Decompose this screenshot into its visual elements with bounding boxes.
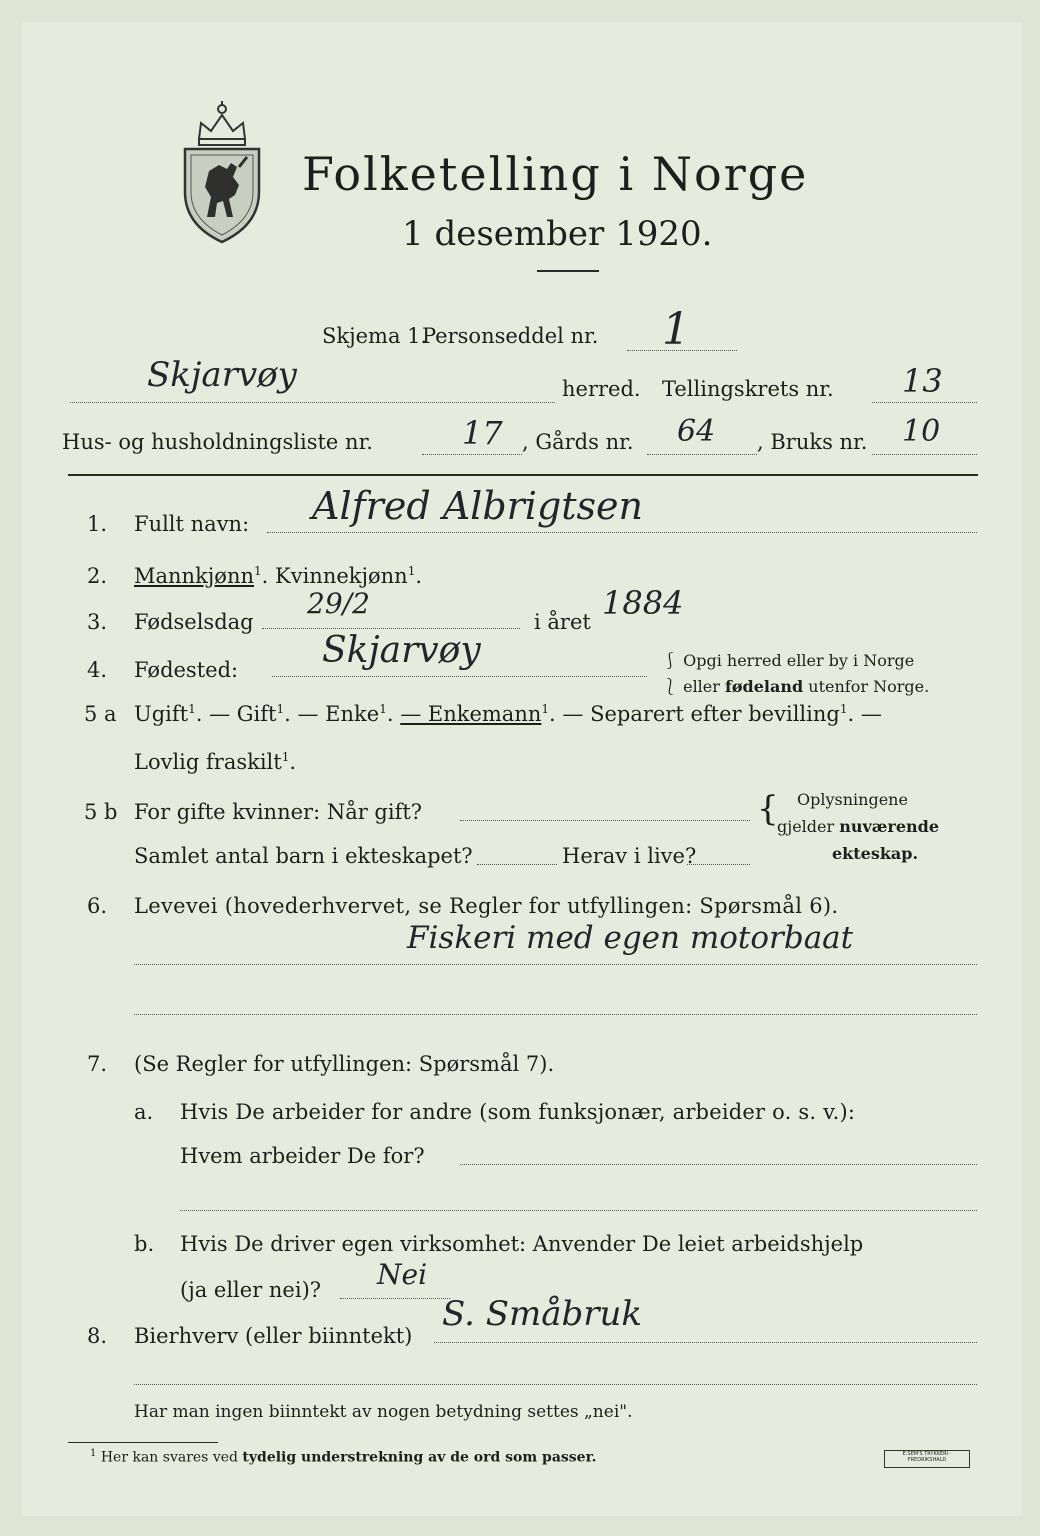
tellingskrets-line (872, 402, 977, 403)
q8-line-2 (134, 1384, 977, 1385)
mann-sup: 1 (254, 564, 262, 578)
personseddel-label: Personseddel nr. (422, 324, 599, 348)
gards-line (647, 454, 757, 455)
q7a-line-1 (460, 1164, 977, 1165)
q5b-note-2 (777, 817, 939, 836)
q5a-lovlig (134, 750, 296, 774)
q3-line (262, 628, 520, 629)
personseddel-value: 1 (662, 304, 690, 355)
enke-dot: . (386, 702, 394, 726)
hus-label: Hus- og husholdningsliste nr. (62, 430, 373, 454)
gift-label: — Gift (209, 702, 277, 726)
ugift-dot: . (195, 702, 203, 726)
separert-label: — Separert efter bevilling (562, 702, 840, 726)
q5b-label-1: For gifte kvinner: Når gift? (134, 800, 423, 824)
q7a-number: a. (134, 1100, 154, 1124)
tellingskrets-label: Tellingskrets nr. (662, 377, 834, 401)
footer-divider (68, 1442, 218, 1443)
q7b-number: b. (134, 1232, 155, 1256)
q5b-line-2 (477, 864, 557, 865)
q5a-number: 5 a (84, 702, 117, 726)
q5b-note-2a: gjelder (777, 817, 840, 836)
q4-note-1: ⎰ Opgi herred eller by i Norge (662, 651, 915, 670)
q6-label: Levevei (hovederhvervet, se Regler for utfyllingen: Spørsmål 6). (134, 894, 839, 918)
q5a-dash: — (860, 702, 882, 726)
q7-number: 7. (87, 1052, 108, 1076)
q6-line-1 (134, 964, 977, 965)
q4-note-1-text: Opgi herred eller by i Norge (683, 651, 915, 670)
q6-number: 6. (87, 894, 108, 918)
ugift-sup: 1 (188, 702, 196, 716)
separert-dot: . (847, 702, 855, 726)
herred-label: herred. (562, 377, 641, 401)
q1-number: 1. (87, 512, 108, 536)
q4-value: Skjarvøy (322, 630, 481, 671)
kvinne-dot: . (415, 564, 423, 588)
gift-dot: . (284, 702, 291, 726)
q6-value: Fiskeri med egen motorbaat (407, 920, 854, 956)
enkemann-sup: 1 (541, 702, 550, 716)
skjema-label: Skjema 1. (322, 324, 428, 348)
separert-sup: 1 (839, 702, 848, 716)
q2-mann (134, 564, 422, 588)
q4-label: Fødested: (134, 658, 239, 682)
census-form (22, 22, 1022, 1516)
q8-line-1 (434, 1342, 977, 1343)
enkemann-label: — Enkemann (400, 702, 542, 726)
herred-value: Skjarvøy (147, 355, 297, 395)
q8-value: S. Småbruk (442, 1294, 643, 1334)
ugift-label: Ugift (134, 702, 189, 726)
mann-label: Mannkjønn (134, 564, 255, 588)
herred-line (70, 402, 555, 403)
q3-year-value: 1884 (602, 584, 684, 622)
lovlig-dot: . (289, 750, 297, 774)
lovlig-sup: 1 (281, 750, 290, 764)
q4-note-2b: fødeland (725, 677, 804, 696)
kvinne-sup: 1 (407, 564, 416, 578)
q3-label: Fødselsdag (134, 610, 254, 634)
lovlig-label: Lovlig fraskilt (134, 750, 282, 774)
census-date: 1 desember 1920. (402, 214, 713, 254)
page-title: Folketelling i Norge (302, 147, 809, 201)
q8-number: 8. (87, 1324, 108, 1348)
title-divider (537, 270, 599, 272)
mann-dot: . (261, 564, 269, 588)
bruks-label: , Bruks nr. (757, 430, 868, 454)
q5b-bracket: { (757, 789, 779, 829)
q7-label: (Se Regler for utfyllingen: Spørsmål 7). (134, 1052, 555, 1076)
kvinne-label: Kvinnekjønn (275, 564, 408, 588)
gift-sup: 1 (276, 702, 285, 716)
q5a-options (134, 702, 882, 726)
q1-line (267, 532, 977, 533)
footer-note: Har man ingen biinntekt av nogen betydning settes „nei". (134, 1402, 633, 1422)
q8-label: Bierhverv (eller biinntekt) (134, 1324, 413, 1348)
header-divider (68, 474, 978, 476)
q6-line-2 (134, 1014, 977, 1015)
q3-number: 3. (87, 610, 108, 634)
footnote (90, 1448, 597, 1466)
printer-stamp-text: E.SEM'S TRYKKERI · FREDRIKSHALD (902, 1451, 952, 1463)
hus-line (422, 454, 522, 455)
q4-note-2: ⎱ eller fødeland utenfor Norge. (662, 677, 930, 696)
q5b-note-1: Oplysningene (797, 790, 908, 809)
q7a-text-2: Hvem arbeider De for? (180, 1144, 425, 1168)
hus-value: 17 (462, 414, 503, 452)
personseddel-line (627, 350, 737, 351)
q4-note-2c: utenfor Norge. (803, 677, 930, 696)
coat-of-arms-icon (177, 97, 267, 247)
q3-year-label: i året (534, 610, 591, 634)
footnote-text-a: Her kan svares ved (100, 1449, 243, 1466)
tellingskrets-value: 13 (902, 362, 943, 400)
q5b-label-3: Herav i live? (562, 844, 697, 868)
q4-number: 4. (87, 658, 108, 682)
q7a-line-2 (180, 1210, 977, 1211)
printer-stamp (884, 1450, 970, 1468)
q7b-text-2: (ja eller nei)? (180, 1278, 322, 1302)
q7a-text: Hvis De arbeider for andre (som funksjonær, arbeider o. s. v.): (180, 1100, 856, 1124)
q4-line (272, 676, 647, 677)
q5b-line-1 (460, 820, 750, 821)
q7b-line (340, 1298, 450, 1299)
q7b-text: Hvis De driver egen virksomhet: Anvender De leiet arbeidshjelp (180, 1232, 864, 1256)
bruks-line (872, 454, 977, 455)
q5b-number: 5 b (84, 800, 118, 824)
gards-label: , Gårds nr. (522, 430, 634, 454)
q5b-line-3 (687, 864, 750, 865)
q3-value: 29/2 (307, 587, 370, 620)
bruks-value: 10 (902, 414, 941, 449)
gards-value: 64 (677, 414, 716, 449)
q4-note-2a: eller (683, 677, 725, 696)
footnote-text-b: tydelig understrekning av de ord som passer. (242, 1449, 597, 1466)
q1-value: Alfred Albrigtsen (312, 484, 644, 528)
q5b-note-2b: nuværende (839, 817, 940, 836)
enke-label: — Enke (297, 702, 380, 726)
q7b-value: Nei (377, 1258, 428, 1291)
enke-sup: 1 (379, 702, 387, 716)
q5b-note-3: ekteskap. (832, 844, 919, 863)
q1-label: Fullt navn: (134, 512, 250, 536)
enkemann-dot: . (549, 702, 556, 726)
footnote-number: 1 (90, 1448, 97, 1459)
q5b-label-2: Samlet antal barn i ekteskapet? (134, 844, 473, 868)
q2-number: 2. (87, 564, 108, 588)
